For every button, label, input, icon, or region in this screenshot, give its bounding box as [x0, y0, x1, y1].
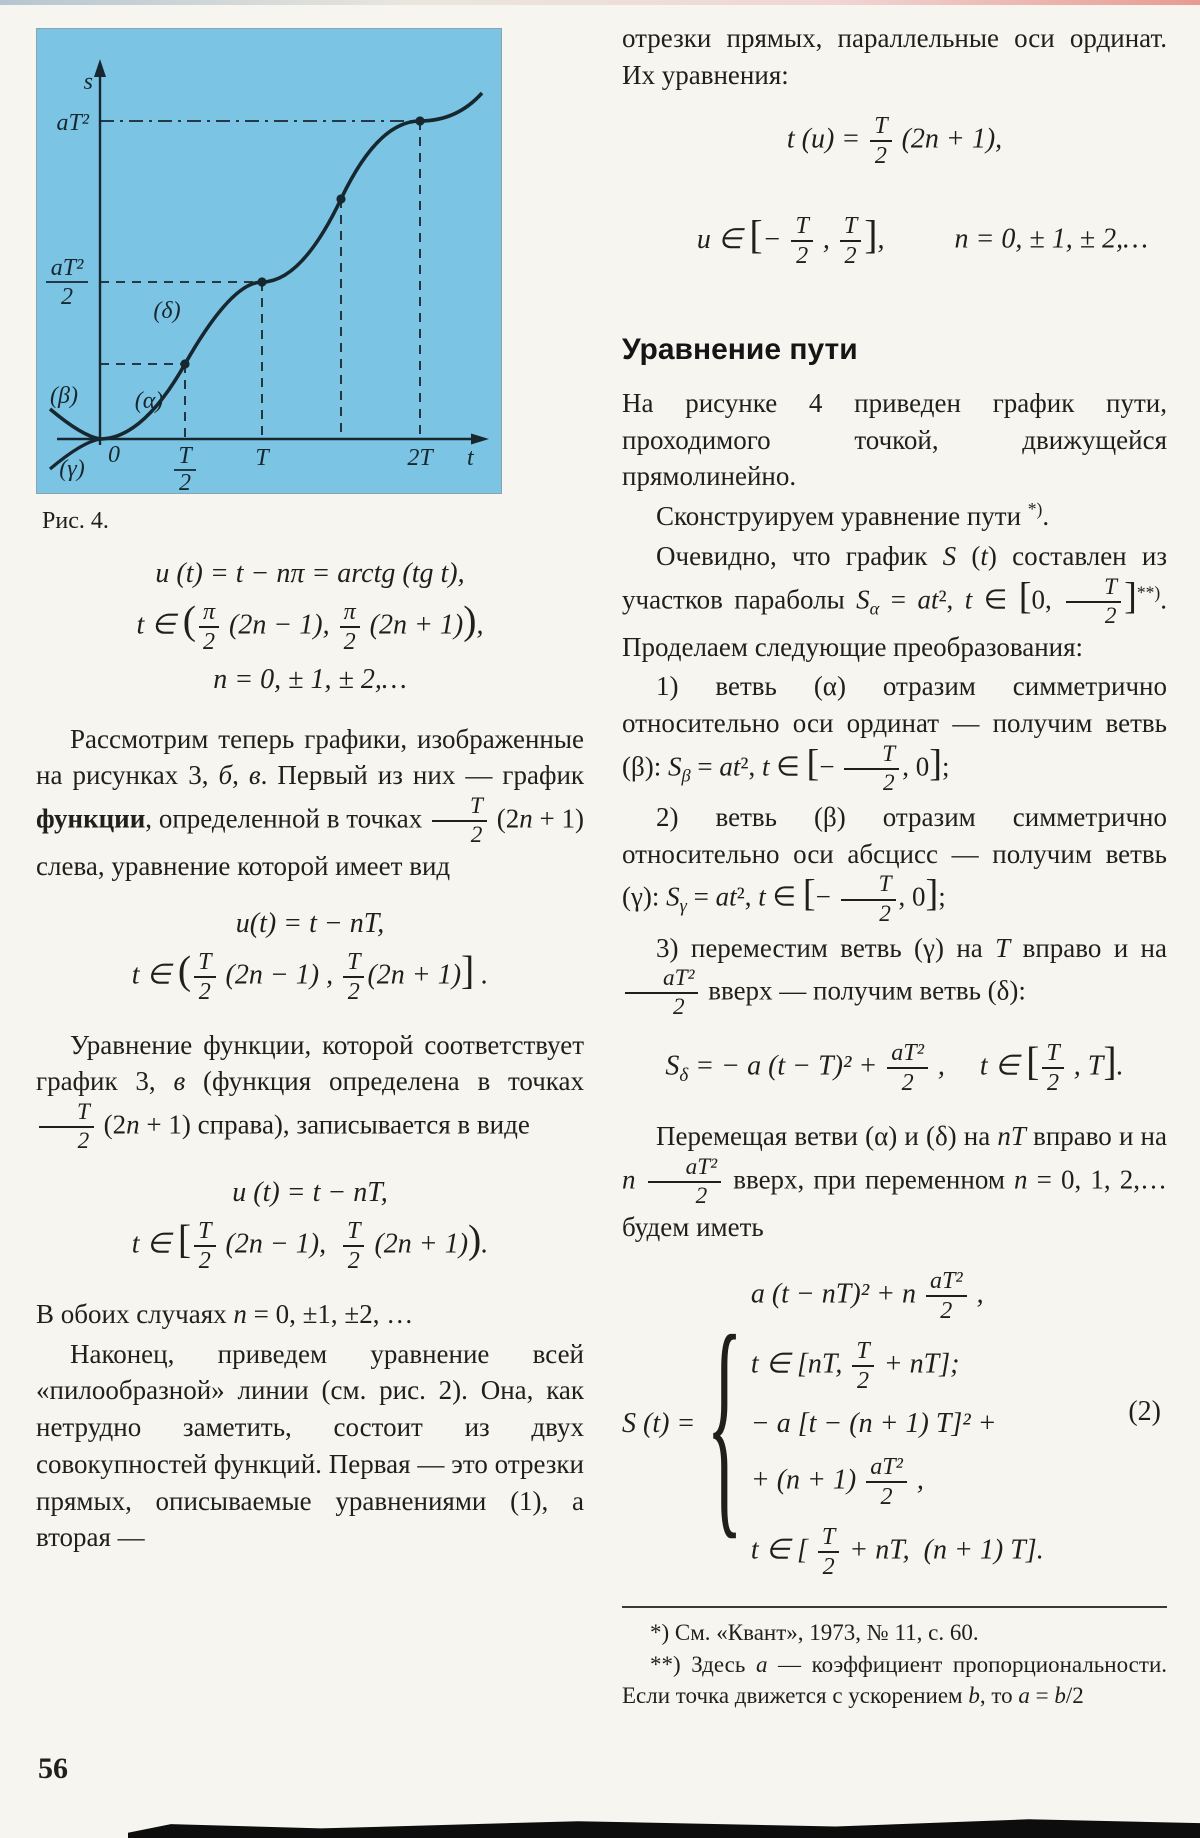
system-row: t ∈ [nT, $\frac{T}{2}$ + nT];	[750, 1338, 960, 1394]
math-fraction: $\frac{\text{aT²}}{2}$	[648, 1155, 721, 1209]
paragraph: 1) ветвь (α) отразим симметрично относительно оси ординат — получим ветвь (β): $S_\beta = at^2$, t ∈ [− $\frac{T}{2}$ , 0];	[622, 671, 1167, 796]
x-label-T: T	[255, 445, 269, 471]
big-delimiter: [	[177, 1217, 192, 1262]
math-fraction: $\frac{T}{2}$	[39, 1100, 94, 1154]
math-fraction: $\frac{T}{2}$	[870, 113, 891, 169]
math-fraction: $\frac{T}{2}$	[840, 213, 861, 269]
equation-line: $S_\delta$ = − a (t − T)² + $\frac{\text{aT²}}{2}$ , t ∈ [ $\frac{T}{2}$ , T].	[665, 1039, 1124, 1097]
math-variable: S	[856, 583, 870, 614]
x-label-2T: 2T	[407, 445, 433, 471]
math-fraction: $\frac{T}{2}$	[852, 1338, 873, 1394]
equation-segment: u ∈ [− $\frac{T}{2}$ , $\frac{T}{2}$ ],	[696, 212, 885, 270]
math-subscript: β	[681, 765, 691, 786]
equation-2-system	[622, 1268, 1167, 1580]
equation-line: t ∈ ( $\frac{\pi}{2}$ (2n − 1), $\frac{\pi}{2}$ (2n + 1)),	[136, 598, 484, 655]
scan-edge-artifact	[0, 0, 1200, 5]
big-delimiter: ]	[1124, 574, 1137, 617]
point-3T2	[336, 194, 345, 203]
big-delimiter: ]	[1103, 1039, 1117, 1084]
y-label-aT2: aT²	[56, 110, 89, 136]
math-fraction: $\frac{T}{2}$	[841, 872, 896, 926]
system-row: + (n + 1) $\frac{\text{aT²}}{2}$ ,	[750, 1454, 924, 1510]
math-variable: T	[995, 932, 1011, 963]
s-axis-label: s	[83, 69, 93, 95]
origin-label: 0	[108, 442, 120, 468]
math-fraction: $\frac{T}{2}$	[343, 1218, 364, 1274]
math-variable: b	[1054, 1682, 1066, 1708]
fraction-denominator: 2	[61, 284, 73, 310]
paragraph: Перемещая ветви (α) и (δ) на nT вправо и на n $\frac{\text{aT²}}{2}$ вверх, при переменном n = 0, 1, 2,… будем иметь	[622, 1121, 1167, 1243]
footnote: *) См. «Квант», 1973, № 11, с. 60.	[650, 1620, 979, 1645]
math-variable: n	[519, 803, 533, 834]
math-fraction: $\frac{T}{2}$	[818, 1524, 839, 1580]
paragraph: Сконструируем уравнение пути *).	[656, 499, 1050, 532]
paragraph: 2) ветвь (β) отразим симметрично относительно оси абсцисс — получим ветвь (γ): $S_\gamma = at^2$, t ∈ [− $\frac{T}{2}$ , 0];	[622, 802, 1167, 927]
fraction-denominator: 2	[179, 470, 191, 494]
equation-line: u (t) = t − nπ = arctg (tg t),	[155, 558, 465, 589]
equation-line: u (t) = t − nT,	[232, 1177, 388, 1209]
figure-background	[37, 29, 501, 493]
math-fraction: $\frac{T}{2}$	[791, 213, 812, 269]
fraction-numerator: T	[178, 443, 192, 469]
math-fraction: $\frac{T}{2}$	[194, 949, 215, 1005]
math-fraction: $\frac{T}{2}$	[1042, 1040, 1063, 1096]
math-variable: t	[758, 881, 766, 912]
equation-line: t ∈ [ $\frac{T}{2}$ (2n − 1), $\frac{T}{2}$ (2n + 1)).	[131, 1217, 489, 1275]
fraction-numerator: aT²	[50, 255, 84, 281]
page-number: 56	[38, 1752, 68, 1785]
math-variable: nT	[997, 1121, 1026, 1152]
equation-number: (2)	[1128, 1395, 1161, 1427]
math-variable: at	[917, 583, 939, 614]
equation-t-of-u	[622, 113, 1167, 307]
math-variable: в	[248, 760, 261, 791]
math-variable: a	[755, 1652, 768, 1678]
branch-delta-label: (δ)	[153, 298, 181, 324]
paragraph: На рисунке 4 приведен график пути, проходимого точкой, движущейся прямолинейно.	[622, 388, 1167, 492]
math-variable: в	[173, 1066, 186, 1097]
figure-4-graph	[36, 28, 502, 494]
math-variable: n	[126, 1109, 140, 1140]
left-column	[36, 28, 584, 1559]
big-delimiter: (	[177, 948, 192, 993]
math-variable: n	[1014, 1164, 1028, 1195]
math-variable: S	[666, 881, 680, 912]
equation-segment: n = 0, ± 1, ± 2,…	[954, 223, 1149, 255]
branch-gamma-label: (γ)	[59, 456, 85, 482]
equation-line: t ∈ ( $\frac{T}{2}$ (2n − 1) , $\frac{T}{2}$ (2n + 1)] .	[131, 948, 489, 1005]
system-row: a (t − nT)² + n $\frac{\text{aT²}}{2}$ ,	[750, 1268, 984, 1324]
math-fraction: $\frac{\text{aT²}}{2}$	[926, 1268, 967, 1324]
section-heading: Уравнение пути	[622, 333, 858, 367]
math-variable: t	[762, 751, 770, 782]
math-fraction: $\frac{T}{2}$	[1066, 575, 1121, 629]
math-fraction: $\frac{\text{aT²}}{2}$	[866, 1454, 907, 1510]
equation-u-right	[36, 1174, 584, 1274]
curly-brace: {	[706, 1287, 743, 1561]
paragraph: В обоих случаях n = 0, ±1, ±2, …	[36, 1299, 414, 1330]
point-T	[257, 277, 266, 286]
big-delimiter: [	[749, 212, 763, 257]
big-delimiter: )	[468, 1217, 482, 1262]
paragraph: отрезки прямых, параллельные оси ординат. Их уравнения:	[622, 23, 1167, 90]
big-delimiter: (	[182, 598, 196, 643]
big-delimiter: [	[802, 872, 816, 915]
paragraph: 3) переместим ветвь (γ) на T вправо и на $\frac{\text{aT²}}{2}$ вверх — получим ветвь (δ):	[622, 930, 1167, 1021]
footnotes	[622, 1606, 1167, 1711]
paragraph: Наконец, приведем уравнение всей «пилообразной» линии (см. рис. 2). Она, как нетрудно заметить, состоит из двух совокупностей функций. Первая — это отрезки прямых, описываемые уравнениями (1), а вторая —	[36, 1338, 584, 1553]
math-variable: n	[233, 1299, 247, 1330]
math-variable: b	[968, 1682, 980, 1708]
equation-arctg	[36, 555, 584, 699]
big-delimiter: ]	[929, 742, 942, 785]
math-fraction: $\frac{\text{aT²}}{2}$	[887, 1040, 928, 1096]
branch-beta-label: (β)	[50, 383, 78, 409]
math-variable: at	[719, 751, 741, 782]
system-row: t ∈ [ $\frac{T}{2}$ + nT, (n + 1) T].	[750, 1524, 1044, 1580]
big-delimiter: ]	[864, 212, 878, 257]
right-column	[622, 20, 1167, 1713]
math-variable: t	[964, 583, 973, 614]
math-variable: n	[622, 1164, 636, 1195]
math-fraction: $\frac{\pi}{2}$	[199, 599, 219, 655]
math-subscript: δ	[679, 1065, 689, 1087]
math-subscript: α	[869, 598, 880, 619]
equation-u-left	[36, 905, 584, 1005]
math-variable: S	[942, 540, 957, 571]
math-fraction: $\frac{T}{2}$	[432, 794, 487, 848]
paragraph: Рассмотрим теперь графики, изображенные на рисунках 3, б, в. Первый из них — график функции, определенной в точках $\frac{T}{2}$ (2n + 1) слева, уравнение которой имеет вид	[36, 723, 585, 882]
math-subscript: γ	[679, 896, 687, 917]
branch-alpha-label: (α)	[134, 388, 164, 414]
system-row: − a [t − (n + 1) T]² +	[750, 1408, 997, 1439]
equation-line: n = 0, ± 1, ± 2,…	[213, 663, 407, 695]
big-delimiter: [	[806, 742, 820, 785]
footnote: **) Здесь a — коэффициент пропорциональности. Если точка движется с ускорением b, то a = b/2	[622, 1652, 1167, 1708]
math-fraction: $\frac{T}{2}$	[194, 1218, 215, 1274]
point-T2	[180, 359, 189, 368]
math-fraction: $\frac{\pi}{2}$	[340, 599, 360, 655]
big-delimiter: [	[1018, 574, 1032, 617]
math-superscript: *)	[1027, 499, 1043, 520]
math-variable: t	[980, 540, 988, 571]
t-axis-label: t	[467, 445, 474, 471]
paragraph: Уравнение функции, которой соответствует график 3, в (функция определена в точках $\frac{T}{2}$ (2n + 1) справа), записывается в виде	[36, 1029, 584, 1155]
math-fraction: $\frac{T}{2}$	[343, 949, 364, 1005]
big-delimiter: ]	[925, 872, 939, 915]
math-fraction: $\frac{\text{aT²}}{2}$	[625, 966, 698, 1020]
math-fraction: $\frac{T}{2}$	[844, 742, 899, 796]
math-superscript: **)	[1136, 581, 1161, 602]
bold-text: функции	[36, 803, 146, 834]
point-2T	[415, 116, 424, 125]
big-delimiter: )	[463, 598, 477, 643]
system-rows	[751, 1268, 1044, 1580]
big-delimiter: [	[1026, 1039, 1040, 1084]
math-variable: б	[218, 760, 233, 791]
math-variable: at	[715, 881, 737, 912]
equation-line: t (u) = $\frac{T}{2}$ (2n + 1),	[786, 113, 1003, 170]
paragraph: Очевидно, что график S (t) составлен из участков параболы $S_\alpha = at^2$, t ∈ [0, $\frac{T}{2}$ ]**). Проделаем следующие преобразования:	[622, 540, 1167, 662]
equation-S-delta	[622, 1040, 1167, 1096]
figure-caption: Рис. 4.	[42, 508, 109, 534]
figure-4	[36, 28, 584, 535]
equation-line: u(t) = t − nT,	[235, 907, 385, 939]
equation-lhs: S (t) =	[622, 1408, 703, 1439]
equation-line	[622, 175, 1167, 307]
math-variable: a	[1018, 1682, 1030, 1708]
scan-bottom-artifact	[128, 1814, 1200, 1838]
math-variable: S	[667, 751, 682, 782]
big-delimiter: ]	[461, 948, 475, 993]
